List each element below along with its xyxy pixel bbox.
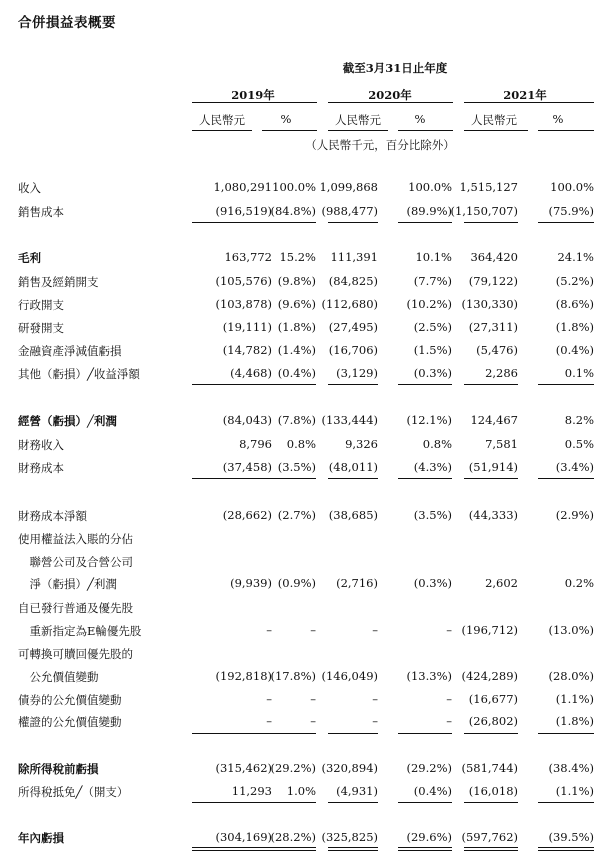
document-title: 合併損益表概要 xyxy=(18,15,116,31)
table-rule xyxy=(262,384,316,385)
table-cell: 1.0% xyxy=(286,784,316,798)
table-cell: – xyxy=(266,623,272,637)
year-underline-2021 xyxy=(464,102,594,103)
table-cell: (4,468) xyxy=(230,366,272,380)
table-rule xyxy=(192,802,272,803)
table-cell: (27,495) xyxy=(328,320,378,334)
table-cell: (1.8%) xyxy=(277,320,316,334)
table-rule xyxy=(464,384,518,385)
table-cell: (196,712) xyxy=(461,623,518,637)
table-cell: (10.2%) xyxy=(406,297,452,311)
table-cell: (28.0%) xyxy=(548,669,594,683)
table-cell: (13.0%) xyxy=(548,623,594,637)
table-cell: 2,286 xyxy=(485,366,518,380)
table-cell: (103,878) xyxy=(215,297,272,311)
table-cell: (988,477) xyxy=(321,204,378,218)
col-head-rmb-2020: 人民幣元 xyxy=(335,113,381,127)
table-cell: (19,111) xyxy=(222,320,272,334)
table-cell: (16,677) xyxy=(468,692,518,706)
table-cell: (315,462) xyxy=(215,761,272,775)
row-label: 使用權益法入賬的分佔 xyxy=(18,532,133,546)
table-cell: – xyxy=(372,714,378,728)
table-cell: (16,706) xyxy=(328,343,378,357)
row-label: 銷售及經銷開支 xyxy=(18,275,99,289)
table-cell: – xyxy=(372,692,378,706)
year-header-2021: 2021年 xyxy=(503,88,547,102)
table-cell: (12.1%) xyxy=(406,413,452,427)
table-rule xyxy=(464,222,518,223)
table-cell: 1,099,868 xyxy=(319,180,378,194)
table-rule xyxy=(464,802,518,803)
table-cell: (1.1%) xyxy=(555,692,594,706)
row-label: 公允價值變動 xyxy=(18,670,99,684)
row-label: 聯營公司及合營公司 xyxy=(18,555,133,569)
table-cell: 0.8% xyxy=(422,437,452,451)
table-cell: 100.0% xyxy=(408,180,452,194)
year-underline-2019 xyxy=(192,102,317,103)
table-cell: 7,581 xyxy=(485,437,518,451)
table-cell: (192,818) xyxy=(215,669,272,683)
row-label: 可轉換可贖回優先股的 xyxy=(18,647,133,661)
period-header: 截至3月31日止年度 xyxy=(342,61,448,75)
table-cell: (146,049) xyxy=(321,669,378,683)
table-cell: (7.7%) xyxy=(413,274,452,288)
table-rule xyxy=(328,478,378,479)
table-cell: (28.2%) xyxy=(270,830,316,844)
table-cell: 1,080,291 xyxy=(213,180,272,194)
table-cell: (17.8%) xyxy=(270,669,316,683)
table-cell: – xyxy=(446,714,452,728)
row-label: 金融資產淨減值虧損 xyxy=(18,344,122,358)
table-cell: (325,825) xyxy=(321,830,378,844)
table-cell: (5.2%) xyxy=(555,274,594,288)
year-underline-2020 xyxy=(328,102,453,103)
table-cell: (84,043) xyxy=(222,413,272,427)
table-cell: 1,515,127 xyxy=(459,180,518,194)
table-rule xyxy=(192,733,272,734)
table-cell: (38,685) xyxy=(328,508,378,522)
table-cell: (2.5%) xyxy=(413,320,452,334)
year-header-2020: 2020年 xyxy=(368,88,412,102)
row-label: 除所得稅前虧損 xyxy=(18,762,99,776)
table-cell: 11,293 xyxy=(231,784,272,798)
table-cell: 0.8% xyxy=(286,437,316,451)
table-cell: (84.8%) xyxy=(270,204,316,218)
row-label: 銷售成本 xyxy=(18,205,64,219)
row-label: 年內虧損 xyxy=(18,831,64,845)
table-rule xyxy=(398,222,452,223)
table-cell: (44,333) xyxy=(468,508,518,522)
table-cell: 10.1% xyxy=(415,250,452,264)
table-rule xyxy=(538,222,594,223)
table-cell: (1.8%) xyxy=(555,320,594,334)
table-cell: (5,476) xyxy=(476,343,518,357)
row-label: 財務成本淨額 xyxy=(18,509,87,523)
table-rule xyxy=(464,733,518,734)
col-head-pct-2020: % xyxy=(414,112,426,126)
table-rule xyxy=(262,478,316,479)
table-cell: (0.3%) xyxy=(413,576,452,590)
table-cell: 2,602 xyxy=(485,576,518,590)
row-label: 研發開支 xyxy=(18,321,64,335)
table-cell: (304,169) xyxy=(215,830,272,844)
row-label: 財務收入 xyxy=(18,438,64,452)
table-cell: (581,744) xyxy=(461,761,518,775)
head-line-rmb-2019 xyxy=(192,130,252,131)
table-cell: (28,662) xyxy=(222,508,272,522)
table-cell: (4.3%) xyxy=(413,460,452,474)
table-cell: (130,330) xyxy=(461,297,518,311)
table-cell: (0.3%) xyxy=(413,366,452,380)
table-cell: (9.8%) xyxy=(277,274,316,288)
table-cell: (26,802) xyxy=(468,714,518,728)
table-rule xyxy=(328,733,378,734)
row-label: 財務成本 xyxy=(18,461,64,475)
table-rule xyxy=(262,222,316,223)
table-rule xyxy=(398,802,452,803)
table-rule xyxy=(262,733,316,734)
table-cell: 8,796 xyxy=(239,437,272,451)
table-cell: 0.1% xyxy=(564,366,594,380)
table-double-rule xyxy=(538,847,594,851)
head-line-pct-2019 xyxy=(262,130,317,131)
row-label: 自已發行普通及優先股 xyxy=(18,601,133,615)
table-cell: 111,391 xyxy=(330,250,378,264)
col-head-rmb-2019: 人民幣元 xyxy=(199,113,245,127)
table-cell: – xyxy=(310,623,316,637)
table-rule xyxy=(398,384,452,385)
table-cell: (48,011) xyxy=(328,460,378,474)
row-label: 淨（虧損）╱利潤 xyxy=(18,577,117,591)
table-cell: (0.4%) xyxy=(413,784,452,798)
table-cell: (84,825) xyxy=(328,274,378,288)
table-rule xyxy=(328,222,378,223)
head-line-pct-2020 xyxy=(398,130,453,131)
table-cell: 8.2% xyxy=(564,413,594,427)
row-label: 收入 xyxy=(18,181,41,195)
row-label: 所得稅抵免╱（開支） xyxy=(18,785,129,799)
head-line-rmb-2020 xyxy=(328,130,388,131)
table-double-rule xyxy=(398,847,452,851)
col-head-pct-2019: % xyxy=(280,112,292,126)
table-cell: (27,311) xyxy=(468,320,518,334)
table-cell: (1,150,707) xyxy=(450,204,518,218)
table-cell: (7.8%) xyxy=(277,413,316,427)
table-cell: – xyxy=(446,692,452,706)
table-cell: 100.0% xyxy=(550,180,594,194)
table-cell: – xyxy=(372,623,378,637)
table-cell: (37,458) xyxy=(222,460,272,474)
unit-note: （人民幣千元，百分比除外） xyxy=(305,138,455,152)
table-rule xyxy=(464,478,518,479)
table-rule xyxy=(538,802,594,803)
table-cell: (9.6%) xyxy=(277,297,316,311)
table-cell: (133,444) xyxy=(321,413,378,427)
table-cell: 15.2% xyxy=(279,250,316,264)
table-rule xyxy=(192,478,272,479)
table-rule xyxy=(192,222,272,223)
table-cell: 364,420 xyxy=(470,250,518,264)
year-header-2019: 2019年 xyxy=(231,88,275,102)
table-cell: (0.4%) xyxy=(555,343,594,357)
table-cell: (112,680) xyxy=(321,297,378,311)
table-double-rule xyxy=(464,847,518,851)
table-rule xyxy=(328,802,378,803)
table-rule xyxy=(398,478,452,479)
table-cell: 124,467 xyxy=(470,413,518,427)
row-label: 經營（虧損）╱利潤 xyxy=(18,414,117,428)
table-cell: – xyxy=(266,692,272,706)
table-cell: (3.5%) xyxy=(277,460,316,474)
table-cell: 24.1% xyxy=(557,250,594,264)
col-head-rmb-2021: 人民幣元 xyxy=(471,113,517,127)
table-cell: (9,939) xyxy=(230,576,272,590)
table-cell: (0.4%) xyxy=(277,366,316,380)
table-cell: (51,914) xyxy=(468,460,518,474)
table-cell: (1.1%) xyxy=(555,784,594,798)
table-rule xyxy=(192,384,272,385)
row-label: 其他（虧損）╱收益淨額 xyxy=(18,367,140,381)
row-label: 權證的公允價值變動 xyxy=(18,715,122,729)
table-rule xyxy=(538,733,594,734)
table-cell: (2.7%) xyxy=(277,508,316,522)
table-cell: (29.2%) xyxy=(270,761,316,775)
table-double-rule xyxy=(262,847,316,851)
table-cell: (424,289) xyxy=(461,669,518,683)
table-cell: (79,122) xyxy=(468,274,518,288)
table-cell: (3.5%) xyxy=(413,508,452,522)
table-cell: 9,326 xyxy=(345,437,378,451)
table-cell: (2,716) xyxy=(336,576,378,590)
table-cell: – xyxy=(310,714,316,728)
row-label: 行政開支 xyxy=(18,298,64,312)
table-rule xyxy=(398,733,452,734)
table-cell: (39.5%) xyxy=(548,830,594,844)
table-cell: (29.6%) xyxy=(406,830,452,844)
table-cell: (4,931) xyxy=(336,784,378,798)
table-cell: (105,576) xyxy=(215,274,272,288)
head-line-pct-2021 xyxy=(538,130,594,131)
table-rule xyxy=(538,478,594,479)
table-cell: – xyxy=(446,623,452,637)
table-double-rule xyxy=(192,847,272,851)
table-rule xyxy=(262,802,316,803)
table-cell: (38.4%) xyxy=(548,761,594,775)
table-cell: (2.9%) xyxy=(555,508,594,522)
table-cell: (16,018) xyxy=(468,784,518,798)
row-label: 毛利 xyxy=(18,251,41,265)
col-head-pct-2021: % xyxy=(552,112,564,126)
table-cell: (1.8%) xyxy=(555,714,594,728)
table-cell: (13.3%) xyxy=(406,669,452,683)
table-double-rule xyxy=(328,847,378,851)
table-cell: (14,782) xyxy=(222,343,272,357)
table-cell: (75.9%) xyxy=(548,204,594,218)
table-cell: (3,129) xyxy=(336,366,378,380)
table-cell: – xyxy=(266,714,272,728)
head-line-rmb-2021 xyxy=(464,130,528,131)
table-cell: 100.0% xyxy=(272,180,316,194)
table-rule xyxy=(538,384,594,385)
table-cell: (89.9%) xyxy=(406,204,452,218)
table-cell: (916,519) xyxy=(215,204,272,218)
table-cell: 0.2% xyxy=(564,576,594,590)
table-cell: (1.4%) xyxy=(277,343,316,357)
table-cell: (1.5%) xyxy=(413,343,452,357)
row-label: 債券的公允價值變動 xyxy=(18,693,122,707)
table-cell: 163,772 xyxy=(224,250,272,264)
table-cell: – xyxy=(310,692,316,706)
table-cell: (320,894) xyxy=(321,761,378,775)
table-cell: (29.2%) xyxy=(406,761,452,775)
table-cell: (0.9%) xyxy=(277,576,316,590)
table-cell: 0.5% xyxy=(564,437,594,451)
table-cell: (8.6%) xyxy=(555,297,594,311)
table-rule xyxy=(328,384,378,385)
table-cell: (3.4%) xyxy=(555,460,594,474)
table-cell: (597,762) xyxy=(461,830,518,844)
row-label: 重新指定為E輪優先股 xyxy=(18,624,142,638)
